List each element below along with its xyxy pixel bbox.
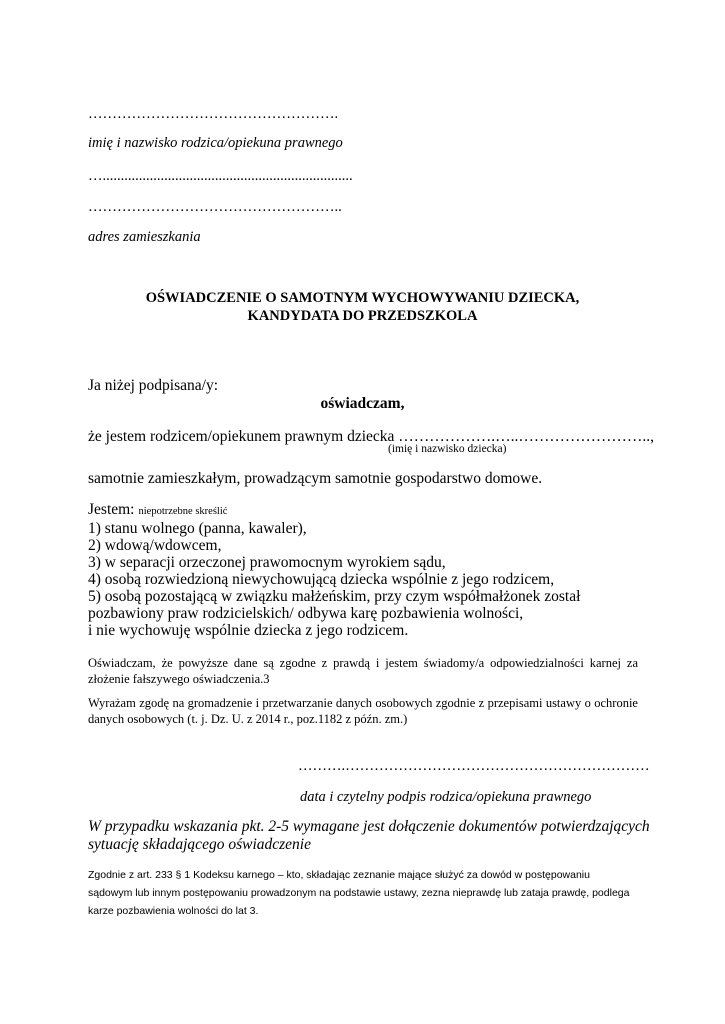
status-options-list xyxy=(88,520,580,639)
address-caption: adres zamieszkania xyxy=(88,229,201,245)
parent-line: że jestem rodzicem/opiekunem prawnym dziecka ……………….…..…………………….., xyxy=(88,428,655,445)
signature-dots-line: ……….……………………………………………………… xyxy=(298,758,650,774)
legal-footnote-text: Zgodnie z art. 233 § 1 Kodeksu karnego – kto, składając zeznanie mające służyć za dowód w postępowaniu sądowym lub innym postępowaniu prowadzonym na podstawie ustawy, zezna nieprawdę lub zataja prawdę, podlega karze pozbawienia wolności do lat 3. xyxy=(88,869,630,917)
strike-note: niepotrzebne skreślić xyxy=(138,506,228,517)
name-dots-line: ……………………………………………. xyxy=(88,106,339,122)
truth-statement: Oświadczam, że powyższe dane są zgodne z prawdą i jestem świadomy/a odpowiedzialności karnej za złożenie fałszywego oświadczenia.3 xyxy=(88,656,638,686)
status-option: i nie wychowuję wspólnie dziecka z jego rodzicem. xyxy=(88,622,409,639)
status-option: 4) osobą rozwiedzioną niewychowującą dziecka wspólnie z jego rodzicem, xyxy=(88,571,555,588)
document-title-line-2: KANDYDATA DO PRZEDSZKOLA xyxy=(247,308,478,324)
living-line: samotnie zamieszkałym, prowadzącym samotnie gospodarstwo domowe. xyxy=(88,470,543,487)
status-option: 3) w separacji orzeczonej prawomocnym wyrokiem sądu, xyxy=(88,554,446,571)
declare-heading: oświadczam, xyxy=(320,395,405,412)
address-dots-line-2: …………………………………………….. xyxy=(88,199,342,215)
documents-note-line-2: sytuację składającego oświadczenie xyxy=(88,836,311,853)
child-name-caption: (imię i nazwisko dziecka) xyxy=(388,443,507,455)
intro-text: Ja niżej podpisana/y: xyxy=(88,377,218,394)
address-dots-line-1: …..................................................................... xyxy=(88,168,353,184)
status-option: 1) stanu wolnego (panna, kawaler), xyxy=(88,520,307,537)
jestem-label: Jestem: xyxy=(88,501,135,518)
status-option: 5) osobą pozostającą w związku małżeńskim, przy czym współmałżonek został xyxy=(88,588,581,605)
signature-caption: data i czytelny podpis rodzica/opiekuna prawnego xyxy=(300,789,592,805)
name-caption: imię i nazwisko rodzica/opiekuna prawnego xyxy=(88,135,343,151)
status-option: 2) wdową/wdowcem, xyxy=(88,537,222,554)
jestem-line xyxy=(88,501,227,519)
status-option: pozbawiony praw rodzicielskich/ odbywa karę pozbawienia wolności, xyxy=(88,605,524,622)
document-title-line-1: OŚWIADCZENIE O SAMOTNYM WYCHOWYWANIU DZIECKA, xyxy=(145,290,580,306)
legal-footnote xyxy=(88,866,636,920)
consent-statement: Wyrażam zgodę na gromadzenie i przetwarzanie danych osobowych zgodnie z przepisami ustawy o ochronie danych osobowych (t. j. Dz. U. z 2014 r., poz.1182 z późn. zm.) xyxy=(88,696,638,726)
documents-note-line-1: W przypadku wskazania pkt. 2-5 wymagane jest dołączenie dokumentów potwierdzających xyxy=(88,818,650,835)
